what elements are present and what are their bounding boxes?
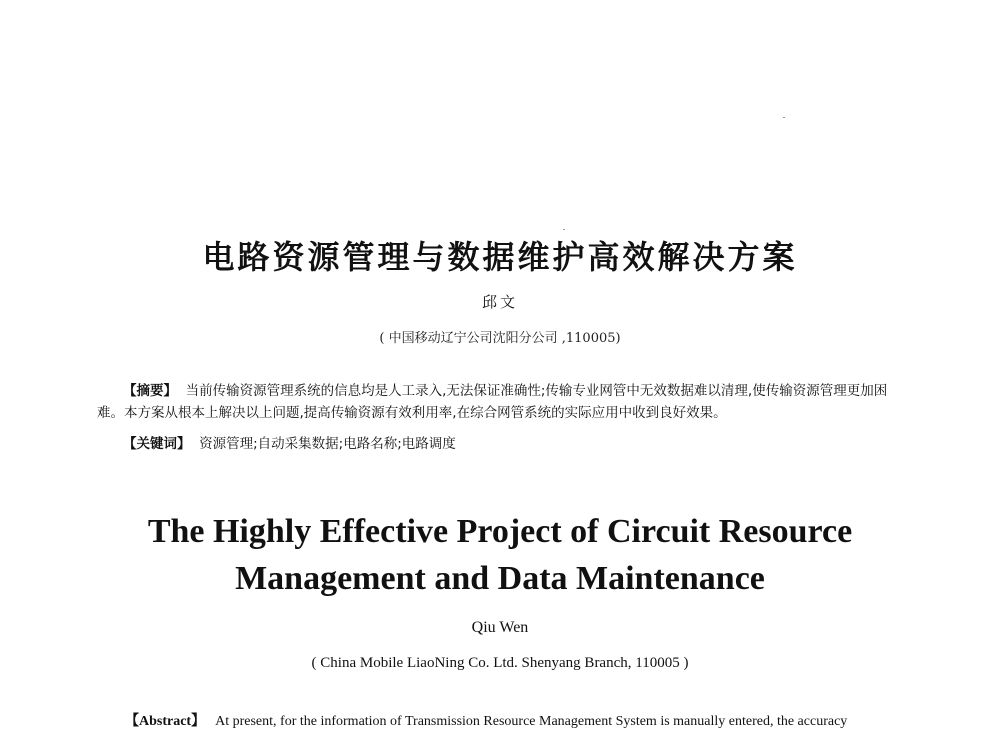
scan-speck (563, 229, 565, 230)
english-title-line-2: Management and Data Maintenance (235, 560, 765, 597)
chinese-keywords (123, 432, 456, 452)
scan-speck (783, 117, 785, 118)
chinese-affiliation: ( 中国移动辽宁公司沈阳分公司 ,110005) (379, 331, 621, 346)
chinese-abstract (97, 380, 905, 424)
chinese-abstract-text: 当前传输资源管理系统的信息均是人工录入,无法保证准确性;传输专业网管中无效数据难以清理,使传输资源管理更加困难。本方案从根本上解决以上问题,提高传输资源有效利用率,在综合网管系统的实际应用中收到良好效果。 (97, 383, 888, 421)
chinese-abstract-label: 【摘要】 (123, 383, 177, 399)
chinese-keywords-text: 资源管理;自动采集数据;电路名称;电路调度 (199, 436, 456, 452)
chinese-keywords-label: 【关键词】 (123, 436, 191, 452)
english-author: Qiu Wen (471, 619, 529, 636)
english-title-line-1: The Highly Effective Project of Circuit Resource (147, 513, 853, 550)
english-affiliation: ( China Mobile LiaoNing Co. Ltd. Shenyang Branch, 110005 ) (311, 655, 689, 671)
english-abstract (125, 708, 905, 736)
english-abstract-text: At present, for the information of Transmission Resource Management System is manually entered, the accuracy (215, 714, 848, 729)
chinese-title: 电路资源管理与数据维护高效解决方案 (202, 238, 798, 276)
chinese-author: 邱文 (481, 293, 518, 311)
english-abstract-label: 【Abstract】 (125, 714, 206, 729)
